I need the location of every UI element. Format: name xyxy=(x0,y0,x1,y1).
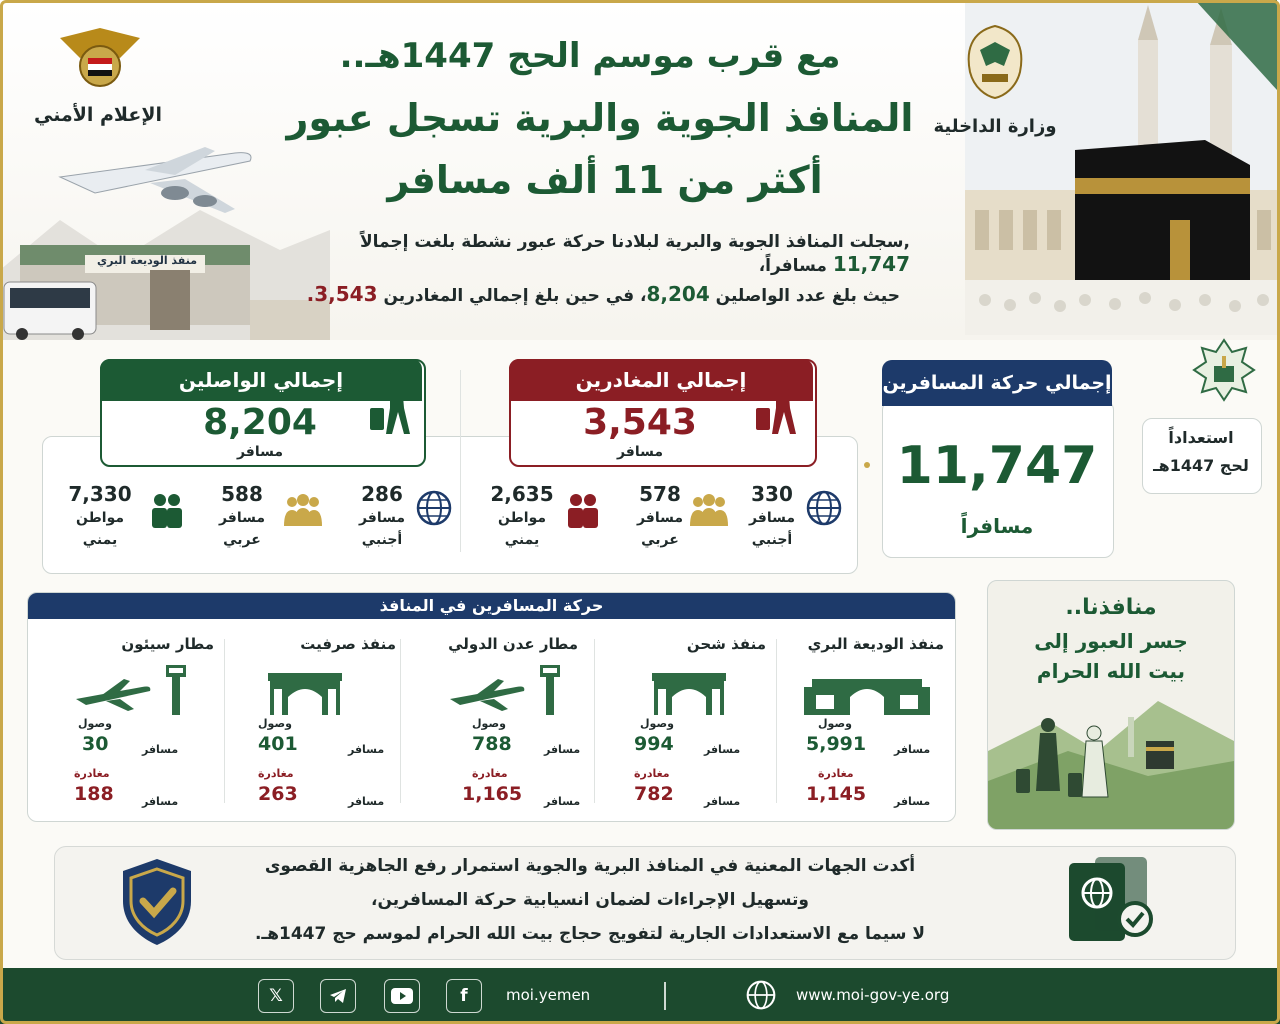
unit-label: مسافر xyxy=(142,743,179,756)
subtitle-line-2 xyxy=(300,282,900,306)
gate-icon xyxy=(802,673,932,721)
arrive-value: 994 xyxy=(634,733,674,755)
depart-value: 1,165 xyxy=(462,783,523,805)
statement-line-1: أكدت الجهات المعنية في المنافذ البرية والجوية استمرار رفع الجاهزية القصوى xyxy=(264,856,916,876)
subtitle-arrivals: 8,204 xyxy=(646,282,710,306)
port-card xyxy=(224,627,404,817)
statement-line-2: وتسهيل الإجراءات لضمان انسيابية حركة المسافرين، xyxy=(371,890,809,910)
port-divider xyxy=(224,639,225,803)
dep-arab-line2: عربي xyxy=(641,532,679,548)
subtitle-text: ,سجلت المنافذ الجوية والبرية لبلادنا حركة عبور نشطة بلغت إجمالاً xyxy=(359,232,910,252)
depart-label: مغادرة xyxy=(818,767,854,780)
arrive-value: 788 xyxy=(472,733,512,755)
ports-table xyxy=(27,592,956,822)
breakdown-divider xyxy=(460,370,461,552)
subtitle-text: ، في حين بلغ إجمالي المغادرين xyxy=(383,286,647,306)
ornament-icon xyxy=(1192,338,1256,406)
passport-check-icon xyxy=(1065,857,1155,951)
promo-line-2: جسر العبور إلى xyxy=(1034,629,1188,653)
departures-unit: مسافر xyxy=(616,444,664,460)
pilgrims-illustration xyxy=(988,681,1234,829)
arr-foreign-value: 286 xyxy=(361,482,403,506)
arrive-label: وصول xyxy=(818,717,852,730)
ministry-emblem-icon xyxy=(960,22,1030,106)
depart-value: 1,145 xyxy=(806,783,867,805)
arrive-value: 5,991 xyxy=(806,733,867,755)
globe-icon xyxy=(416,490,452,530)
airplane-tower-icon xyxy=(446,661,566,721)
title-line-3: أكثر من 11 ألف مسافر xyxy=(387,158,823,202)
title-line-2: المنافذ الجوية والبرية تسجل عبور xyxy=(286,96,914,140)
total-travelers-label: إجمالي حركة المسافرين xyxy=(882,360,1112,406)
port-name: منفذ شحن xyxy=(686,635,766,653)
dep-yemeni-value: 2,635 xyxy=(490,482,554,506)
group-people-icon xyxy=(282,494,324,532)
citizens-icon xyxy=(566,492,600,534)
depart-label: مغادرة xyxy=(258,767,294,780)
arrive-label: وصول xyxy=(472,717,506,730)
dep-arab-value: 578 xyxy=(639,482,681,506)
footer-divider xyxy=(664,982,666,1010)
arr-yemeni-line1: مواطن xyxy=(75,510,125,526)
globe-icon xyxy=(806,490,842,535)
globe-icon xyxy=(746,980,776,1014)
arr-yemeni-value: 7,330 xyxy=(68,482,132,506)
port-name: منفذ الوديعة البري xyxy=(807,635,944,653)
connector-dot xyxy=(864,462,870,468)
traveler-suitcase-icon xyxy=(752,368,802,442)
facebook-icon[interactable]: f xyxy=(446,979,482,1013)
arrive-value: 30 xyxy=(82,733,109,755)
port-name: منفذ صرفيت xyxy=(300,635,396,653)
subtitle-text: حيث بلغ عدد الواصلين xyxy=(715,286,900,306)
unit-label: مسافر xyxy=(348,743,385,756)
depart-value: 782 xyxy=(634,783,674,805)
depart-label: مغادرة xyxy=(472,767,508,780)
arrive-label: وصول xyxy=(78,717,112,730)
youtube-icon[interactable] xyxy=(384,979,420,1013)
departures-label: إجمالي المغادرين xyxy=(509,359,813,401)
arr-arab-value: 588 xyxy=(221,482,263,506)
title-line-1: مع قرب موسم الحج 1447هـ.. xyxy=(339,36,841,76)
gate-icon xyxy=(652,669,726,721)
x-icon[interactable]: 𝕏 xyxy=(258,979,294,1013)
hajj-prep-line-1: استعداداً xyxy=(1168,428,1234,447)
port-card xyxy=(406,627,586,817)
social-handle[interactable]: moi.yemen xyxy=(506,986,591,1004)
promo-line-1: منافذنا.. xyxy=(1065,595,1157,620)
dep-foreign-line1: مسافر xyxy=(748,510,796,526)
footer-bar xyxy=(0,968,1280,1024)
depart-label: مغادرة xyxy=(634,767,670,780)
promo-line-3: بيت الله الحرام xyxy=(1036,659,1186,683)
subtitle-text: مسافراً، xyxy=(758,256,827,276)
shield-check-icon xyxy=(119,857,195,951)
arr-yemeni-line2: يمني xyxy=(82,532,118,548)
arrive-label: وصول xyxy=(258,717,292,730)
security-media-label: الإعلام الأمني xyxy=(33,104,162,126)
dep-yemeni-line2: يمني xyxy=(504,532,540,548)
dep-arab-line1: مسافر xyxy=(636,510,684,526)
depart-label: مغادرة xyxy=(74,767,110,780)
port-name: مطار سيئون xyxy=(121,635,214,653)
arr-foreign-line2: أجنبي xyxy=(361,532,403,548)
dep-foreign-value: 330 xyxy=(751,482,793,506)
eagle-emblem-icon xyxy=(40,18,160,102)
port-card xyxy=(594,627,774,817)
unit-label: مسافر xyxy=(544,743,581,756)
ministry-label: وزارة الداخلية xyxy=(933,116,1057,137)
dep-foreign-line2: أجنبي xyxy=(751,532,793,548)
subtitle-total: 11,747 xyxy=(832,252,910,276)
hajj-prep-line-2: لحج 1447هـ xyxy=(1153,456,1249,475)
port-card xyxy=(42,627,222,817)
depart-value: 263 xyxy=(258,783,298,805)
port-card xyxy=(772,627,952,817)
airplane-tower-icon xyxy=(72,661,192,721)
statement-line-3: لا سيما مع الاستعدادات الجارية لتفويج حجاج بيت الله الحرام لموسم حج 1447هـ. xyxy=(254,924,926,944)
port-divider xyxy=(776,639,777,803)
arrivals-label: إجمالي الواصلين xyxy=(100,359,422,401)
unit-label: مسافر xyxy=(704,795,741,808)
unit-label: مسافر xyxy=(544,795,581,808)
unit-label: مسافر xyxy=(894,743,931,756)
ports-title: حركة المسافرين في المنافذ xyxy=(28,593,955,619)
unit-label: مسافر xyxy=(348,795,385,808)
promo-card xyxy=(987,580,1235,830)
unit-label: مسافر xyxy=(142,795,179,808)
arrive-value: 401 xyxy=(258,733,298,755)
telegram-icon[interactable] xyxy=(320,979,356,1013)
total-travelers-unit: مسافراً xyxy=(960,514,1034,538)
unit-label: مسافر xyxy=(704,743,741,756)
departures-value: 3,543 xyxy=(583,402,697,443)
port-name: مطار عدن الدولي xyxy=(448,635,578,653)
subtitle-departures: 3,543. xyxy=(306,282,378,306)
arrivals-value: 8,204 xyxy=(203,402,317,443)
traveler-suitcase-icon xyxy=(366,368,416,442)
dep-yemeni-line1: مواطن xyxy=(497,510,547,526)
arrive-label: وصول xyxy=(640,717,674,730)
arr-arab-line1: مسافر xyxy=(218,510,266,526)
total-travelers-value: 11,747 xyxy=(896,436,1098,496)
citizens-icon xyxy=(150,492,184,534)
arr-foreign-line1: مسافر xyxy=(358,510,406,526)
arr-arab-line2: عربي xyxy=(223,532,261,548)
website-link[interactable]: www.moi-gov-ye.org xyxy=(796,986,950,1004)
depart-value: 188 xyxy=(74,783,114,805)
gate-icon xyxy=(268,669,342,721)
airplane-image xyxy=(55,145,265,229)
unit-label: مسافر xyxy=(894,795,931,808)
port-sign: منفذ الوديعة البري xyxy=(97,254,197,267)
subtitle-line-1 xyxy=(300,232,910,276)
group-people-icon xyxy=(688,494,730,532)
port-divider xyxy=(594,639,595,803)
arrivals-unit: مسافر xyxy=(236,444,284,460)
